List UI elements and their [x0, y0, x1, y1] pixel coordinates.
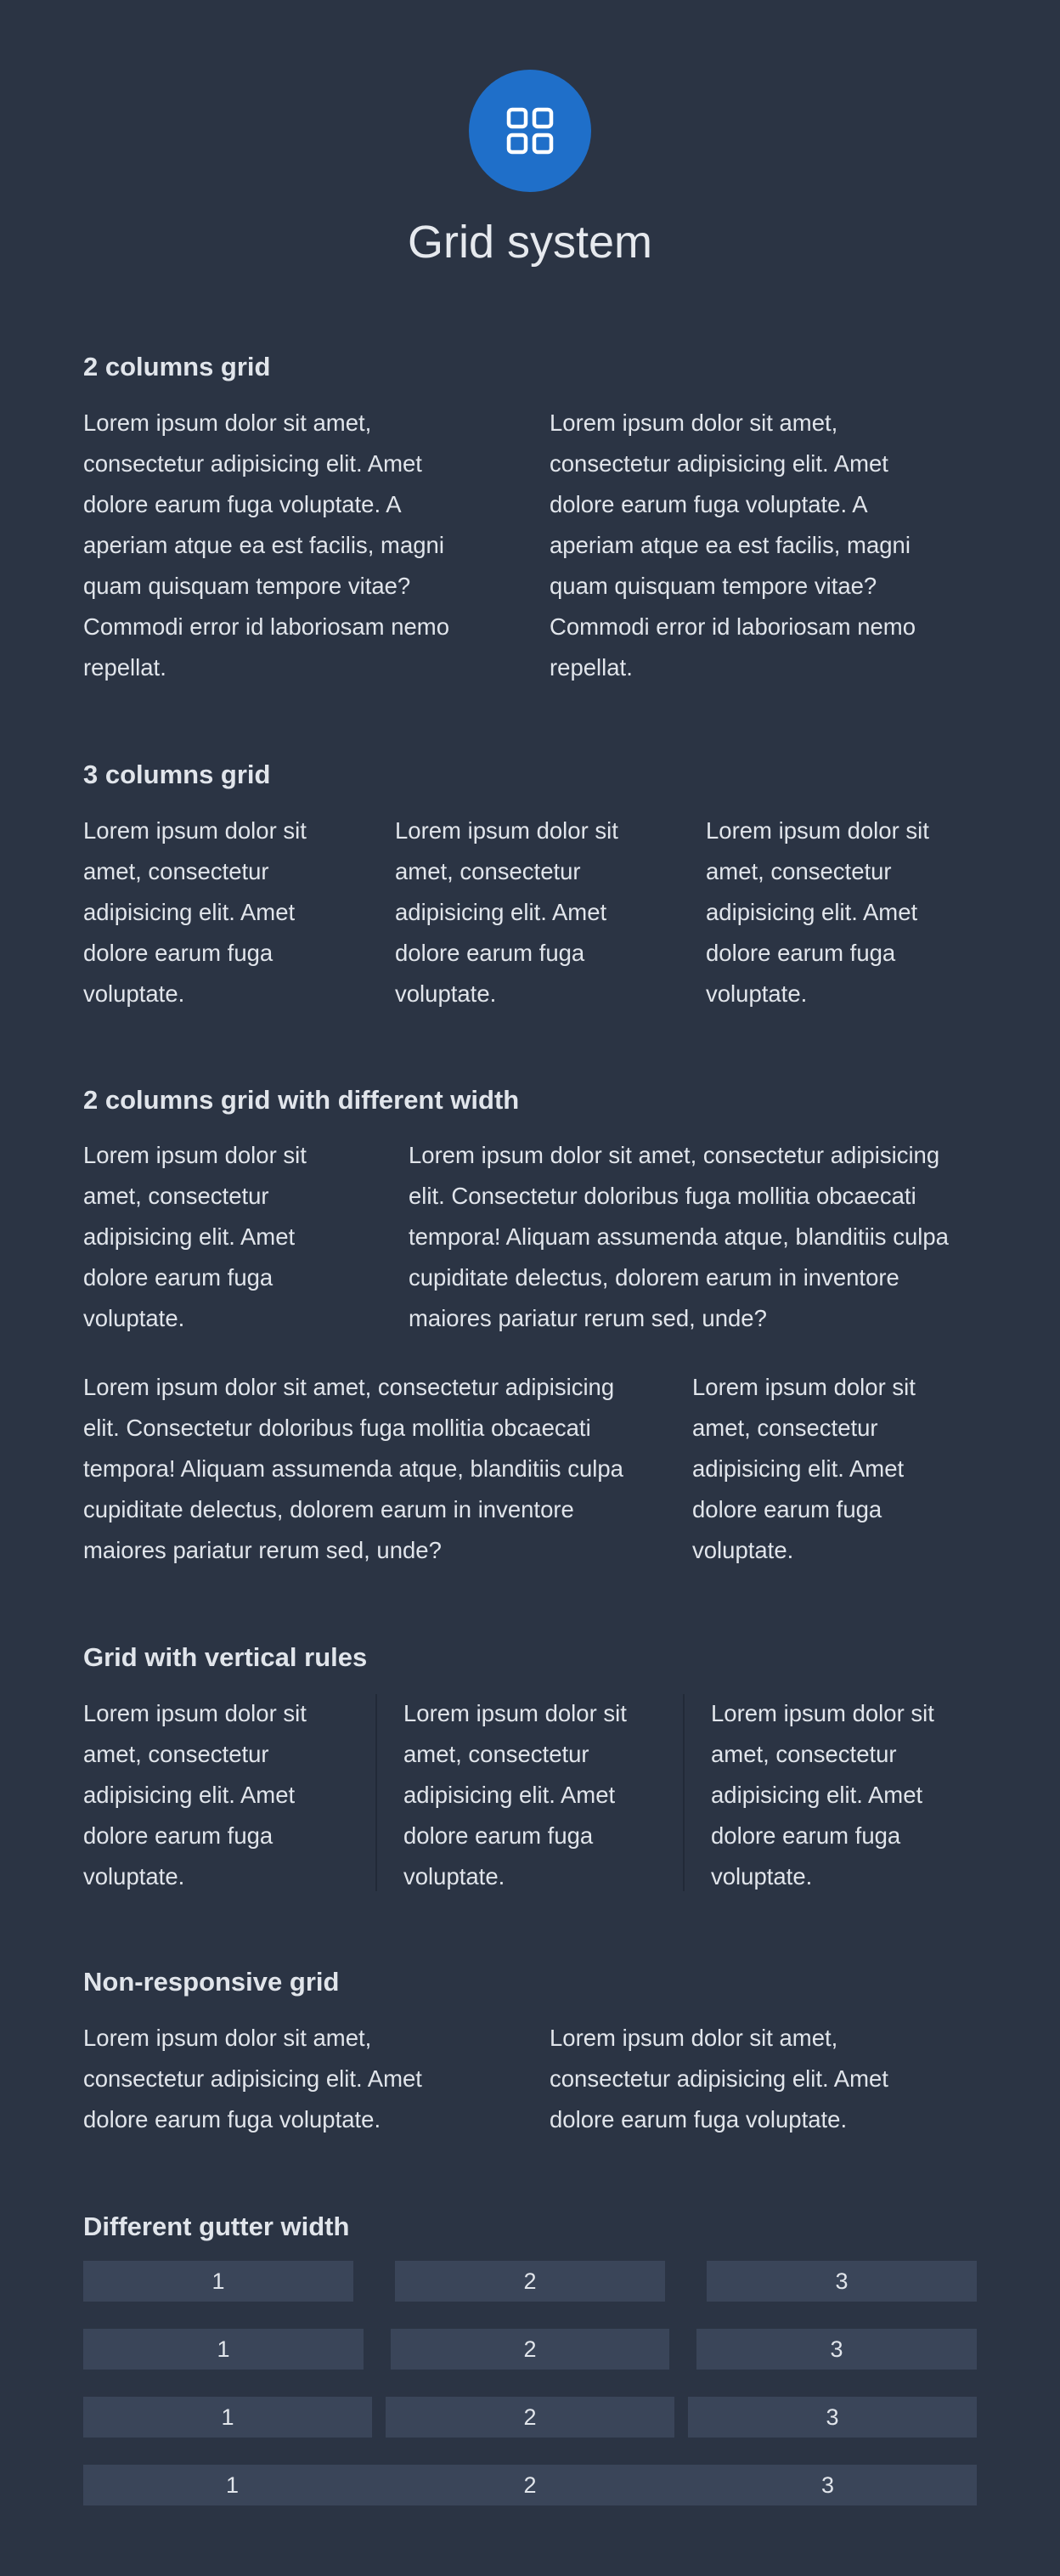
section-title-different-width: 2 columns grid with different width — [83, 1085, 520, 1115]
section-title-vertical-rules: Grid with vertical rules — [83, 1642, 368, 1672]
vertical-rules-column-1: Lorem ipsum dolor sit amet, consectetur adipisicing elit. Amet dolore earum fuga voluptate. — [83, 1700, 307, 1890]
three-col-column-2: Lorem ipsum dolor sit amet, consectetur adipisicing elit. Amet dolore earum fuga voluptate. — [395, 817, 618, 1007]
two-col-column-2: Lorem ipsum dolor sit amet, consectetur adipisicing elit. Amet dolore earum fuga voluptate. A aperiam atque ea est facilis, magni quam quisquam tempore vitae? Commodi error id laboriosam nemo repellat. — [550, 410, 916, 681]
gutter-row3-cell-2: 2 — [386, 2397, 674, 2438]
gutter-row2-cell-3: 3 — [696, 2329, 977, 2370]
gutter-row4-cell-2: 2 — [381, 2465, 679, 2505]
page-title: Grid system — [407, 217, 653, 268]
two-col-column-1: Lorem ipsum dolor sit amet, consectetur adipisicing elit. Amet dolore earum fuga voluptate. A aperiam atque ea est facilis, magni quam quisquam tempore vitae? Commodi error id laboriosam nemo repellat. — [83, 410, 449, 681]
diff-width-row2-narrow: Lorem ipsum dolor sit amet, consectetur adipisicing elit. Amet dolore earum fuga voluptate. — [692, 1374, 916, 1563]
section-title-two-columns: 2 columns grid — [83, 352, 271, 381]
gutter-row1-cell-1: 1 — [83, 2261, 353, 2302]
gutter-row1-cell-3: 3 — [707, 2261, 977, 2302]
logo-badge — [469, 70, 591, 192]
diff-width-row2-wide: Lorem ipsum dolor sit amet, consectetur adipisicing elit. Consectetur doloribus fuga mollitia obcaecati tempora! Aliquam assumenda atque, blanditiis culpa cupiditate delectus, dolorem earum in inventore maiores pariatur rerum sed, unde? — [83, 1374, 623, 1563]
diff-width-row1-wide: Lorem ipsum dolor sit amet, consectetur adipisicing elit. Consectetur doloribus fuga mollitia obcaecati tempora! Aliquam assumenda atque, blanditiis culpa cupiditate delectus, dolorem earum in inventore maiores pariatur rerum sed, unde? — [409, 1142, 949, 1331]
vertical-rules-column-2: Lorem ipsum dolor sit amet, consectetur adipisicing elit. Amet dolore earum fuga voluptate. — [403, 1700, 627, 1890]
three-col-column-1: Lorem ipsum dolor sit amet, consectetur adipisicing elit. Amet dolore earum fuga voluptate. — [83, 817, 307, 1007]
gutter-row2-cell-1: 1 — [83, 2329, 364, 2370]
grid-icon — [506, 107, 554, 155]
gutter-row4-cell-3: 3 — [679, 2465, 977, 2505]
section-title-gutter-width: Different gutter width — [83, 2212, 350, 2241]
gutter-row3-cell-3: 3 — [688, 2397, 977, 2438]
gutter-row1-cell-2: 2 — [395, 2261, 665, 2302]
vertical-rules-column-3: Lorem ipsum dolor sit amet, consectetur adipisicing elit. Amet dolore earum fuga voluptate. — [711, 1700, 934, 1890]
vertical-rule-2 — [683, 1694, 685, 1891]
gutter-row4-cell-1: 1 — [83, 2465, 381, 2505]
diff-width-row1-narrow: Lorem ipsum dolor sit amet, consectetur adipisicing elit. Amet dolore earum fuga voluptate. — [83, 1142, 307, 1331]
vertical-rule-1 — [375, 1694, 377, 1891]
non-responsive-column-2: Lorem ipsum dolor sit amet, consectetur adipisicing elit. Amet dolore earum fuga voluptate. — [550, 2025, 888, 2133]
gutter-row3-cell-1: 1 — [83, 2397, 372, 2438]
three-col-column-3: Lorem ipsum dolor sit amet, consectetur adipisicing elit. Amet dolore earum fuga voluptate. — [706, 817, 929, 1007]
section-title-three-columns: 3 columns grid — [83, 760, 271, 789]
section-title-non-responsive: Non-responsive grid — [83, 1967, 340, 1997]
non-responsive-column-1: Lorem ipsum dolor sit amet, consectetur adipisicing elit. Amet dolore earum fuga voluptate. — [83, 2025, 422, 2133]
gutter-row2-cell-2: 2 — [391, 2329, 669, 2370]
